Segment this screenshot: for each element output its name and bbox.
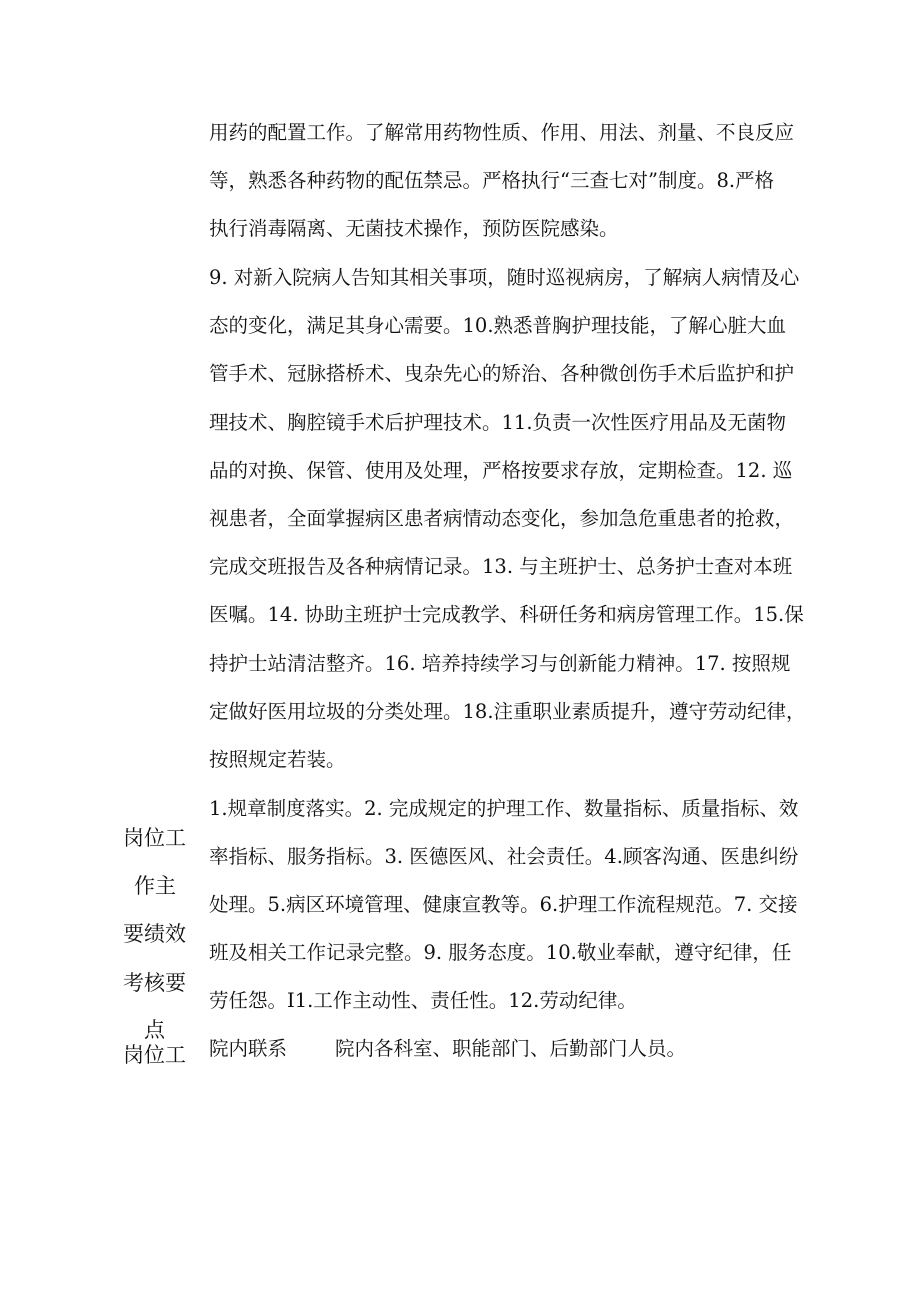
performance-text-line: 1.规章制度落实。2. 完成规定的护理工作、数量指标、质量指标、效: [209, 797, 799, 820]
performance-text-line: 率指标、服务指标。3. 医德医风、社会责任。4.顾客沟通、医患纠纷: [209, 845, 799, 868]
performance-label-line: 点: [144, 1018, 165, 1042]
performance-label-line: 岗位工: [123, 826, 186, 850]
performance-label-line: 考核要: [123, 971, 186, 995]
performance-label-line: 要绩效: [123, 922, 186, 946]
duties-text-line: 视患者，全面掌握病区患者病情动态变化，参加急危重患者的抢救，: [209, 507, 795, 530]
duties-text-line: 按照规定若装。: [209, 748, 346, 771]
contact-section-label: 岗位工: [123, 1043, 186, 1067]
performance-text-line: 劳任怨。I1.工作主动性、责任性。12.劳动纪律。: [209, 989, 637, 1012]
performance-text-line: 处理。5.病区环境管理、健康宣教等。6.护理工作流程规范。7. 交接: [209, 893, 798, 916]
duties-text-line: 完成交班报告及各种病情记录。13. 与主班护士、总务护士查对本班: [209, 555, 793, 578]
duties-text-line: 品的对换、保管、使用及处理，严格按要求存放，定期检查。12. 巡: [209, 459, 793, 482]
duties-text-line: 持护士站清洁整齐。16. 培养持续学习与创新能力精神。17. 按照规: [209, 652, 791, 675]
performance-label-line: 作主: [134, 874, 176, 898]
contact-row-value: 院内各科室、职能部门、后勤部门人员。: [335, 1037, 687, 1060]
duties-text-line: 态的变化，满足其身心需要。10.熟悉普胸护理技能，了解心脏大血: [209, 314, 787, 337]
duties-text-line: 定做好医用垃圾的分类处理。18.注重职业素质提升，遵守劳动纪律，: [209, 700, 806, 723]
contact-row: [209, 1037, 687, 1061]
duties-text-line: 等，熟悉各种药物的配伍禁忌。严格执行“三查七对”制度。8.严格: [209, 169, 775, 192]
duties-text-line: 用药的配置工作。了解常用药物性质、作用、用法、剂量、不良反应: [209, 121, 795, 144]
duties-text-line: 理技术、胸腔镜手术后护理技术。11.负责一次性医疗用品及无菌物: [209, 411, 787, 434]
duties-text-line: 执行消毒隔离、无菌技术操作，预防医院感染。: [209, 217, 619, 240]
contact-row-label: 院内联系: [209, 1037, 288, 1060]
duties-text-line: 医嘱。14. 协助主班护士完成教学、科研任务和病房管理工作。15.保: [209, 603, 804, 626]
duties-text-line: 管手术、冠脉搭桥术、曳杂先心的矫治、各种微创伤手术后监护和护: [209, 362, 795, 385]
performance-text-line: 班及相关工作记录完整。9. 服务态度。10.敬业奉献，遵守纪律，任: [209, 941, 792, 964]
duties-text-line: 9. 对新入院病人告知其相关事项，随时巡视病房，了解病人病情及心: [209, 266, 800, 289]
